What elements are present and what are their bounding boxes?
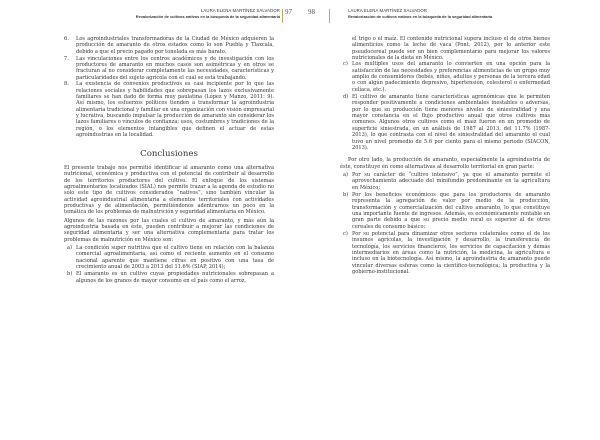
- left-page: [0, 0, 298, 440]
- item-text: Por los beneficios económicos que para los productores de amaranto representa la agregación de valor por medio de la producción, transformación y comercialización del cultivo amaranto, lo que constituye una importante fuente de ingresos. Además, es económicamente rentable en gran parte debido a que su precio medio rural es superior al de otros cereales de consumo básico;: [352, 191, 550, 230]
- list-item: [64, 271, 274, 284]
- lettered-list: [64, 245, 274, 284]
- item-text: La existencia de convenios productivos es casi incipiente por lo que las relaciones sociales y habilidades que sobrepasan los lazos exclusivamente familiares se han dado de forma muy paulatina (López y Manzo, 2011: 9). Así mismo, los esfuerzos políticos tienden a transformar la agroindustria alimentaria tradicional y familiar en una organización con visión empresarial y lucrativa, buscando impulsar la producción de amaranto sin considerar los lazos familiares o vínculos de confianza; usos, costumbres y tradiciones de la región, o los elementos intangibles que definen el actuar de estas agroindustrias en la localidad.: [76, 81, 274, 139]
- item-text: Por su carácter de “cultivo intensivo”, ya que el amaranto permite el aprovechamiento adecuado del minifundio predominante en la agricultura en México;: [352, 171, 550, 191]
- text-column: [340, 36, 550, 276]
- item-text: Los agroindustriales transformadoras de la Ciudad de México adquieren la producción de amaranto de otros estados como lo son Puebla y Tlaxcala, debido a que el precio pagado por tonelada es más barato.: [76, 36, 274, 55]
- numbered-list: [64, 36, 274, 139]
- list-item: [64, 36, 274, 55]
- lettered-list: [340, 61, 550, 151]
- item-letter: c): [343, 61, 348, 68]
- item-text: El cultivo de amaranto tiene características agronómicas que le permiten responder positivamente a condiciones ambientales inestables o adversas, por lo que su producción tiene menores niveles de siniestralidad y una mayor constancia en el flujo productivo anual que otros cultivos más comunes. Algunos otros cultivos como el maíz fueron en un promedio de superficie siniestrada, en un análisis de 1987 al 2013, del 11.7% (1987-2013), lo que contrasta con el nivel de siniestralidad del amaranto el cual tuvo un nivel promedio de 5.6 por ciento para el mismo periodo (SIACON, 2013).: [352, 94, 550, 151]
- item-text: La condición super nutritiva que el cultivo tiene en relación con la balanza comercial agroalimentaria, así como el reciente aumento en el consumo nacional aparente que mantiene cifras en positivo con una tasa de crecimiento anual de 2003 a 2013 del 11.6% (SIAP, 2014);: [76, 244, 274, 270]
- header-divider: [282, 9, 283, 23]
- running-header: [348, 8, 538, 19]
- lettered-list: [340, 172, 550, 276]
- header-divider: [329, 9, 330, 23]
- header-title: Revalorización de cultivos nativos en la búsqueda de la seguridad alimentaria: [135, 13, 280, 19]
- page-number: 98: [308, 8, 315, 16]
- item-text: Por su potencial para dinamizar otros sectores colaterales como el de los insumos agrícolas, la investigación y desarrollo, la transferencia de tecnología, los servicios financieros, los servicios de capacitación y demás intermediarios en áreas como la nutrición, la medicina, la agricultura e incluso en la biotecnología. Así mismo, la agroindustria de amaranto puede vincular diversas esferas como la científico-tecnológica; la productiva y la gobierno-institucional.: [352, 230, 550, 276]
- item-text: Los múltiples usos del amaranto lo convierten en una opción para la satisfacción de las necesidades y preferencias alimenticias de un grupo muy amplio de consumidores (bebés, niños, adultos y personas de la tercera edad o con algún padecimiento depresivo, hipertensión, colesterol o enfermedad celíaca, etc.).: [352, 61, 550, 93]
- list-item: [340, 192, 550, 230]
- list-item: [64, 56, 274, 81]
- running-header: [130, 8, 280, 19]
- list-item: [64, 81, 274, 138]
- item-number: 8.: [64, 81, 69, 88]
- header-title: Revalorización de cultivos nativos en la búsqueda de la seguridad alimentaria: [348, 13, 493, 19]
- item-text: Las vinculaciones entre los centros académicos y de investigación con los productores de amaranto en muchos casos son asimétricas y en otros se fracturan al no considerar completamente las necesidades, características y particularidades del sujeto agrícola con el cual se está trabajando.: [76, 55, 274, 81]
- item-number: 6.: [64, 36, 69, 42]
- item-letter: b): [343, 191, 349, 198]
- item-text: El amaranto es un cultivo cuyas propiedades nutricionales sobrepasan a algunos de los granos de mayor consumo en el país como el arroz,: [76, 271, 274, 284]
- list-item: [340, 94, 550, 151]
- item-letter: c): [343, 230, 348, 237]
- list-item: [340, 231, 550, 275]
- list-item: [64, 245, 274, 270]
- item-letter: a): [67, 244, 72, 251]
- body-paragraph: El presente trabajo nos permitió identificar al amaranto como una alternativa nutricional, económica y productiva con el potencial de contribuir al desarrollo de los territorios productores del cultivo. El enfoque de los sistemas agroalimentarios localizados (SIAL) nos permite trazar a la agenda de estudio no sólo este tipo de cultivos considerados “nativos”, sino también vincular la actividad agroindustrial alimentaria a elementos territoriales con actividades productivas y de alimentación, permitiéndonos adentrarnos un poco en la temática de los problemas de malnutrición y seguridad alimentaria en México.: [64, 164, 274, 216]
- header-author: LAURA ELENA MARTÍNEZ SALVADOR: [348, 8, 428, 13]
- list-item: [340, 61, 550, 93]
- page-number: 97: [285, 8, 292, 16]
- header-author: LAURA ELENA MARTÍNEZ SALVADOR: [200, 8, 280, 13]
- section-heading: Conclusiones: [140, 148, 198, 159]
- body-paragraph: Por otro lado, la producción de amaranto, especialmente la agroindustria de éste, constituye en como alternativas al desarrollo territorial en gran parte:: [340, 157, 550, 170]
- text-column: [64, 36, 274, 285]
- right-page: [302, 0, 600, 440]
- continuation-text: el trigo o el maíz. El contenido nutricional supera incluso el de otros bienes alimenticios como la leche de vaca (Pont, 2012), por lo anterior este pseudocereal puede ser un bien complementario para mejorar los valores nutricionales de la dieta en México.: [352, 36, 550, 62]
- body-paragraph: Algunos de las razones por las cuales el cultivo de amaranto, y más aún la agroindustria basada en éste, pueden contribuir a mejorar las condiciones de seguridad alimentaria y ser una alternativa complementaria para tratar los problemas de malnutrición en México son:: [64, 217, 274, 243]
- item-number: 7.: [64, 55, 69, 62]
- list-item: [340, 172, 550, 191]
- item-letter: b): [67, 271, 73, 278]
- item-letter: a): [343, 171, 348, 178]
- item-letter: d): [343, 94, 349, 101]
